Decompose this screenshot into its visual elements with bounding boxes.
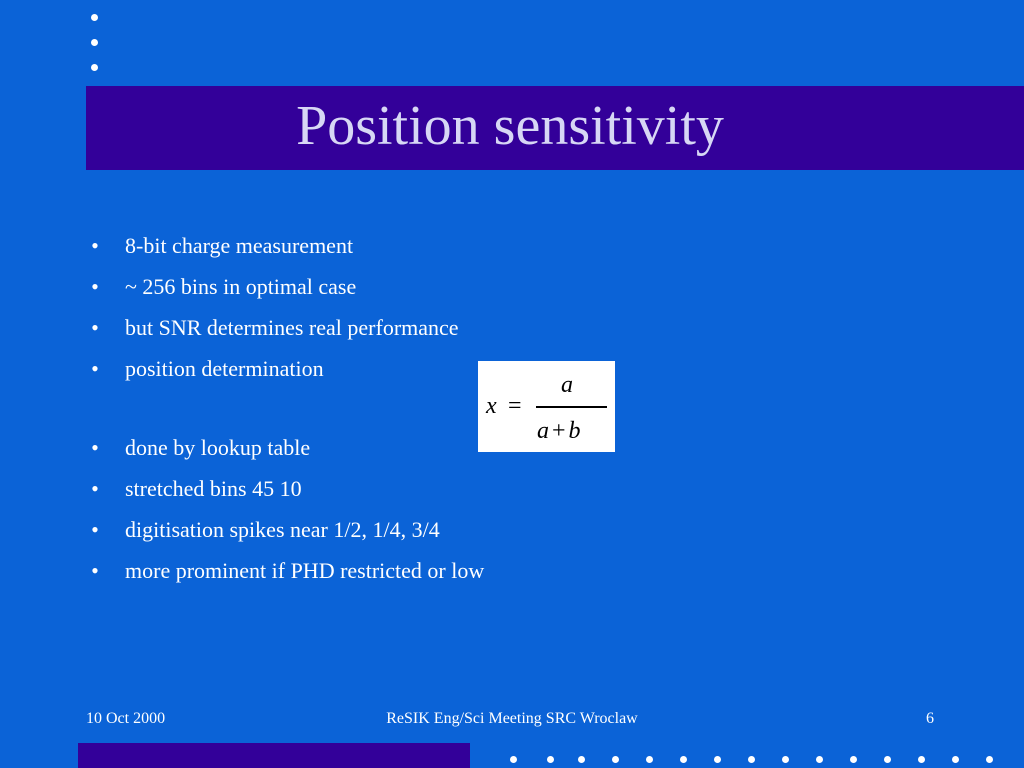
decorative-dot-icon: [918, 756, 925, 763]
bullet-text: position determination: [125, 356, 324, 381]
decorative-dot-icon: [782, 756, 789, 763]
decorative-dot-icon: [578, 756, 585, 763]
bullet-icon: •: [91, 558, 99, 583]
bullet-icon: •: [91, 476, 99, 501]
bullet-text: digitisation spikes near 1/2, 1/4, 3/4: [125, 517, 440, 542]
slide-title: Position sensitivity: [296, 95, 724, 157]
bullet-item: [86, 310, 706, 351]
decorative-dot-icon: [986, 756, 993, 763]
bullet-icon: •: [91, 435, 99, 460]
footer-date: 10 Oct 2000: [86, 710, 166, 727]
bullet-text: more prominent if PHD restricted or low: [125, 558, 485, 583]
decorative-dot-icon: [850, 756, 857, 763]
decorative-dot-icon: [646, 756, 653, 763]
decorative-dot-icon: [816, 756, 823, 763]
decorative-dot-icon: [714, 756, 721, 763]
bullet-item: [86, 471, 706, 512]
decorative-dot-icon: [510, 756, 517, 763]
decorative-dot-icon: [952, 756, 959, 763]
formula-denominator: [537, 419, 581, 443]
formula-numerator: a: [561, 372, 573, 398]
bullet-item: [86, 553, 706, 594]
fraction-bar: [536, 406, 607, 408]
bullet-icon: •: [91, 315, 99, 340]
formula-lhs: x: [486, 393, 497, 419]
formula-equals: =: [508, 393, 522, 419]
bottom-accent-bar: [78, 743, 470, 768]
formula-denominator-left: a: [537, 418, 549, 444]
bullet-icon: •: [91, 517, 99, 542]
bullet-icon: •: [91, 356, 99, 381]
decorative-dot-icon: [91, 39, 98, 46]
decorative-dot-icon: [680, 756, 687, 763]
bullet-item: [86, 269, 706, 310]
decorative-dot-icon: [748, 756, 755, 763]
decorative-dot-icon: [91, 64, 98, 71]
position-formula: [478, 361, 615, 452]
bullet-text: ~ 256 bins in optimal case: [125, 274, 357, 299]
bullet-icon: •: [91, 233, 99, 258]
bullet-item: [86, 512, 706, 553]
bullet-text: but SNR determines real performance: [125, 315, 459, 340]
decorative-dot-icon: [612, 756, 619, 763]
bullet-icon: •: [91, 274, 99, 299]
bullet-item: [86, 228, 706, 269]
formula-denominator-right: b: [568, 418, 581, 444]
formula-plus: +: [552, 418, 566, 444]
bullet-text: stretched bins 45 10: [125, 476, 302, 501]
footer-event: ReSIK Eng/Sci Meeting SRC Wroclaw: [386, 710, 638, 727]
decorative-dot-icon: [547, 756, 554, 763]
bullet-text: 8-bit charge measurement: [125, 233, 354, 258]
decorative-dot-icon: [91, 14, 98, 21]
footer-page-number: 6: [926, 710, 934, 727]
bullet-text: done by lookup table: [125, 435, 311, 460]
decorative-dot-icon: [884, 756, 891, 763]
